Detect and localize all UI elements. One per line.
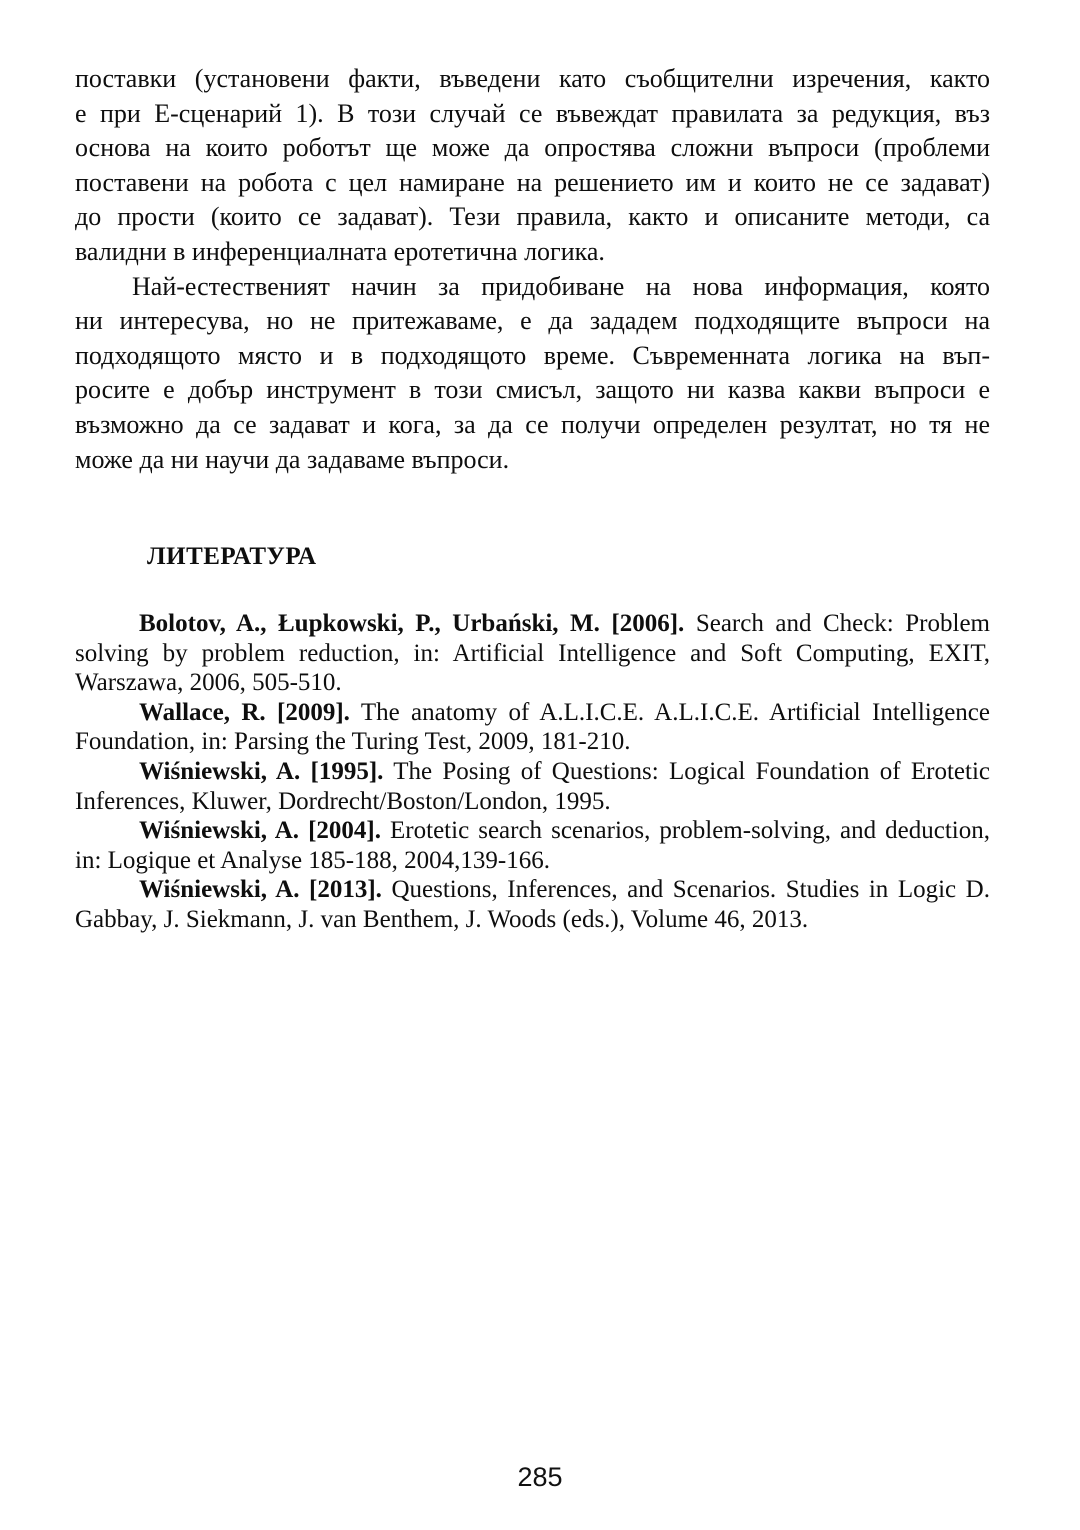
reference-line	[75, 816, 990, 846]
reference-line	[75, 905, 990, 935]
body-text-line: поставени на робота с цел намиране на решението им и които не се задават)	[75, 167, 990, 197]
reference-text: Warszawa, 2006, 505-510.	[75, 669, 342, 697]
reference-authors: Wiśniewski, A. [2013].	[139, 876, 382, 904]
body-text-line: ни интересува, но не притежаваме, е да зададем подходящите въпроси на	[75, 306, 990, 336]
reference-text: solving by problem reduction, in: Artificial Intelligence and Soft Computing, EXIT,	[75, 639, 990, 667]
reference-text: Erotetic search scenarios, problem-solving, and deduction,	[380, 817, 990, 845]
reference-text: Search and Check: Problem	[684, 610, 990, 637]
reference-line	[75, 757, 990, 787]
reference-authors: Wallace, R. [2009].	[139, 698, 350, 726]
reference-authors: Wiśniewski, A. [1995].	[139, 757, 384, 785]
reference-list	[75, 609, 990, 935]
bibliography-heading: ЛИТЕРАТУРА	[147, 543, 317, 570]
body-text-line: подходящото място и в подходящото време. Съвременната логика на въп-	[75, 340, 990, 370]
reference-authors: Wiśniewski, A. [2004].	[139, 817, 381, 845]
body-text-line: основа на които роботът ще може да опростява сложни въпроси (проблеми	[75, 133, 990, 163]
reference-text: The Posing of Questions: Logical Foundation of Erotetic	[383, 757, 990, 785]
reference-text: Inferences, Kluwer, Dordrecht/Boston/London, 1995.	[75, 787, 611, 815]
body-text-line: до прости (които се задават). Тези правила, както и описаните методи, са	[75, 202, 990, 232]
body-text-line: Най-естественият начин за придобиване на нова информация, която	[132, 271, 990, 301]
body-text-line: валидни в инференциалната еротетична логика.	[75, 236, 605, 266]
reference-line	[75, 846, 990, 876]
body-text	[75, 62, 990, 477]
reference-text: Questions, Inferences, and Scenarios. Studies in Logic D.	[381, 876, 990, 904]
reference-line	[75, 698, 990, 728]
reference-line	[75, 668, 990, 698]
reference-line	[75, 875, 990, 905]
reference-text: in: Logique et Analyse 185-188, 2004,139-166.	[75, 846, 550, 874]
reference-line	[75, 727, 990, 757]
body-text-line: е при Е-сценарий 1). В този случай се въвеждат правилата за редукция, въз	[75, 98, 990, 128]
reference-line	[75, 609, 990, 639]
reference-line	[75, 639, 990, 669]
body-text-line: може да ни научи да задаваме въпроси.	[75, 444, 510, 474]
page-number: 285	[517, 1462, 563, 1492]
reference-text: Gabbay, J. Siekmann, J. van Benthem, J. Woods (eds.), Volume 46, 2013.	[75, 905, 809, 933]
reference-authors: Bolotov, A., Łupkowski, P., Urbański, M. [2006].	[139, 610, 685, 637]
body-text-line: възможно да се задават и кога, за да се получи определен резултат, но тя не	[75, 409, 990, 439]
body-text-line: поставки (установени факти, въведени като съобщителни изречения, както	[75, 64, 990, 93]
reference-text: Foundation, in: Parsing the Turing Test, 2009, 181-210.	[75, 728, 631, 756]
reference-line	[75, 787, 990, 817]
body-text-line: росите е добър инструмент в този смисъл, защото ни казва какви въпроси е	[75, 375, 990, 405]
reference-text: The anatomy of A.L.I.C.E. A.L.I.C.E. Artificial Intelligence	[349, 698, 990, 726]
